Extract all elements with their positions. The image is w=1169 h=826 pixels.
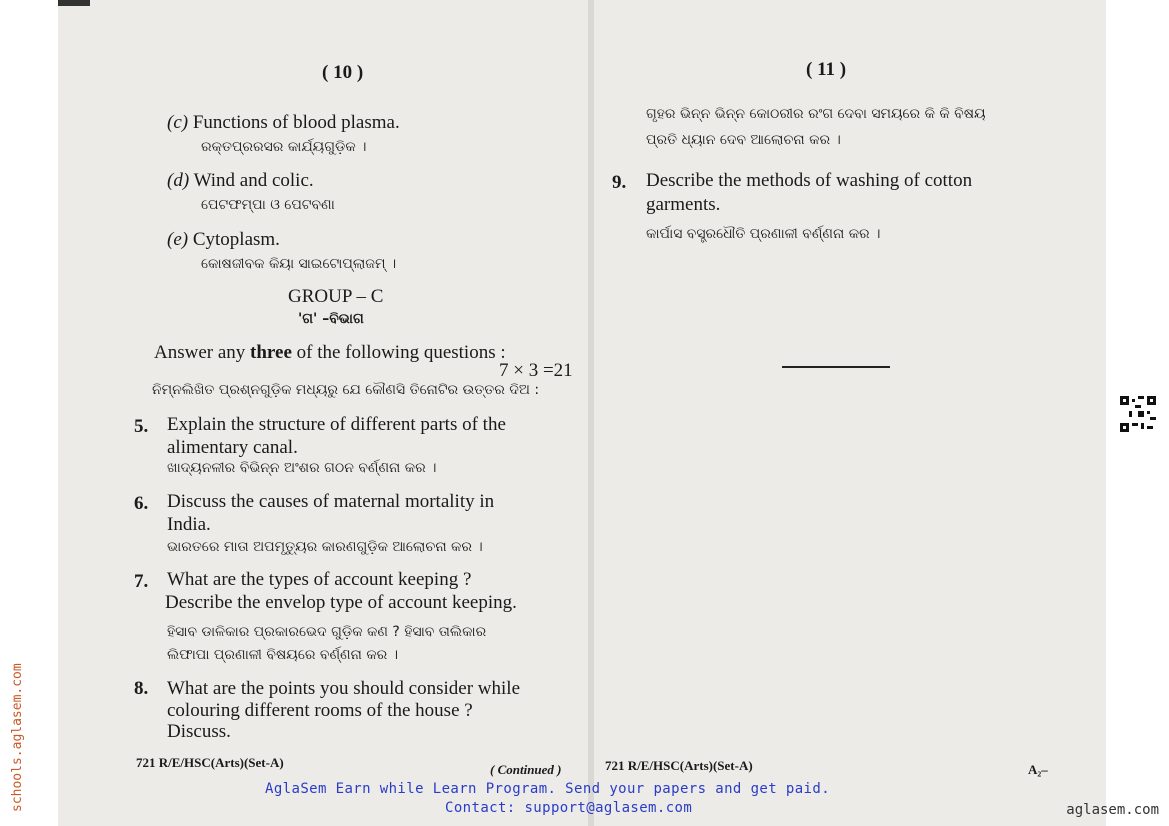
- marks: 7 × 3 =21: [499, 360, 573, 381]
- q5-line1: Explain the structure of different parts of the: [167, 414, 506, 435]
- item-c: [167, 112, 400, 134]
- q7-odia2: ଲିଫାପା ପ୍ରଣାଳୀ ବିଷୟରେ ବର୍ଣ୍ଣନା କର ।: [167, 647, 399, 663]
- q6-number: 6.: [134, 493, 149, 514]
- q9-odia: କାର୍ପାସ ବସ୍ତ୍ରଧୌତି ପ୍ରଣାଳୀ ବର୍ଣ୍ଣନା କର ।: [646, 226, 881, 242]
- q8-line1: What are the points you should consider while: [167, 678, 521, 699]
- side-watermark: schools.aglasem.com: [10, 663, 25, 812]
- q6-odia: ଭାରତରେ ମାତା ଅପମୃତ୍ୟୁର କାରଣଗୁଡ଼ିକ ଆଲୋଚନା କର ।: [167, 539, 483, 555]
- instruction-odia: ନିମ୍ନଲିଖିତ ପ୍ରଶ୍ନଗୁଡ଼ିକ ମଧ୍ୟରୁ ଯେ କୌଣସି ତିନୋଟିର ଉତ୍ତର ଦିଅ :: [152, 382, 540, 398]
- right-page-number: ( 11 ): [806, 59, 847, 80]
- item-e-label: (e): [167, 229, 189, 250]
- item-e-text: Cytoplasm.: [192, 229, 280, 250]
- instruction-pre: Answer any: [154, 342, 251, 363]
- item-c-text: Functions of blood plasma.: [192, 112, 400, 133]
- q9-line1: Describe the methods of washing of cotton: [646, 170, 973, 191]
- item-d: [167, 170, 314, 192]
- instruction-post: of the following questions :: [291, 342, 506, 363]
- watermark-line1: AglaSem Earn while Learn Program. Send your papers and get paid.: [265, 781, 831, 797]
- q9-number: 9.: [612, 172, 627, 193]
- item-c-odia: ରକ୍ତପ୍ରରସର କାର୍ଯ୍ୟଗୁଡ଼ିକ ।: [201, 139, 367, 155]
- watermark-contact: Contact: support@aglasem.com: [445, 800, 693, 816]
- q6-line2: India.: [167, 514, 211, 535]
- scan-corner-mark: [58, 0, 90, 6]
- group-title: GROUP – C: [288, 286, 384, 307]
- instruction: [154, 342, 506, 364]
- q5-number: 5.: [134, 416, 149, 437]
- right-footer-page-mark: A₂–: [1028, 762, 1048, 777]
- item-d-odia: ପେଟଫମ୍ପା ଓ ପେଟବଣା: [201, 197, 335, 213]
- right-odia-top2: ପ୍ରତି ଧ୍ୟାନ ଦେବ ଆଲୋଚନା କର ।: [646, 132, 841, 148]
- right-footer-code: 721 R/E/HSC(Arts)(Set-A): [605, 758, 753, 773]
- qr-code-icon: [1120, 396, 1156, 432]
- q9-line2: garments.: [646, 194, 721, 215]
- q6-line1: Discuss the causes of maternal mortality in: [167, 491, 495, 512]
- left-footer-code: 721 R/E/HSC(Arts)(Set-A): [136, 755, 284, 770]
- q7-number: 7.: [134, 571, 149, 592]
- item-e: [167, 229, 280, 251]
- q8-number: 8.: [134, 678, 149, 699]
- q8-line3: Discuss.: [167, 721, 231, 742]
- item-c-label: (c): [167, 112, 189, 133]
- q7-line1: What are the types of account keeping ?: [167, 569, 472, 590]
- item-d-label: (d): [167, 170, 190, 191]
- q5-odia: ଖାଦ୍ୟନଳୀର ବିଭିନ୍ନ ଅଂଶର ଗଠନ ବର୍ଣ୍ଣନା କର ।: [167, 460, 437, 476]
- item-e-odia: କୋଷଜୀବକ କିୟା ସାଇଟୋପ୍ଲାଜମ୍ ।: [201, 256, 397, 272]
- q7-line2: Describe the envelop type of account keeping.: [165, 592, 517, 613]
- instruction-bold: three: [250, 342, 292, 363]
- item-d-text: Wind and colic.: [193, 170, 314, 191]
- group-title-odia: 'ଗ' –ବିଭାଗ: [298, 311, 364, 327]
- page-gutter: [588, 0, 594, 826]
- end-rule: [782, 366, 890, 368]
- q7-odia1: ହିସାବ ଡାଳିକାର ପ୍ରକାରଭେଦ ଗୁଡ଼ିକ କଣ ? ହିସାବ ତାଲିକାର: [167, 624, 487, 640]
- right-odia-top1: ଗୃହର ଭିନ୍ନ ଭିନ୍ନ କୋଠରୀର ରଂଗ ଦେବା ସମୟରେ କି କି ବିଷୟ: [646, 106, 986, 122]
- brand-watermark: aglasem.com: [1066, 802, 1159, 818]
- q5-line2: alimentary canal.: [167, 437, 298, 458]
- q8-line2: colouring different rooms of the house ?: [167, 700, 473, 721]
- left-page-number: ( 10 ): [322, 62, 364, 83]
- left-footer-continued: ( Continued ): [490, 762, 562, 777]
